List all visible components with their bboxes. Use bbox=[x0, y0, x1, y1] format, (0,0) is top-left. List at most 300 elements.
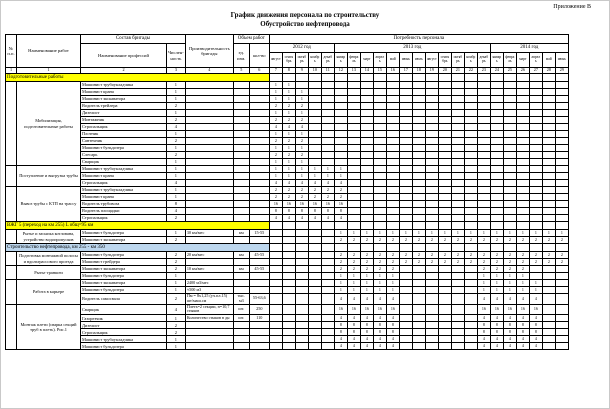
qty-cell bbox=[249, 237, 269, 244]
month-cell-18 bbox=[412, 138, 425, 145]
month-cell-18 bbox=[412, 180, 425, 187]
col-number-m20: 20 bbox=[438, 68, 451, 74]
productivity-cell bbox=[185, 110, 233, 117]
month-cell-29: 1 bbox=[555, 230, 568, 237]
month-cell-15 bbox=[373, 166, 386, 173]
month-cell-21 bbox=[451, 180, 464, 187]
month-cell-23: 1 bbox=[477, 287, 490, 294]
month-cell-28 bbox=[542, 180, 555, 187]
header-month-6: февраль bbox=[347, 53, 360, 68]
month-cell-24: 4 bbox=[490, 315, 503, 322]
month-cell-11 bbox=[321, 89, 334, 96]
month-cell-14: 2 bbox=[360, 237, 373, 244]
month-cell-15: 2 bbox=[373, 252, 386, 259]
month-cell-7 bbox=[269, 222, 282, 230]
col-number-m10: 10 bbox=[308, 68, 321, 74]
header-volume-group: Объем работ bbox=[233, 35, 269, 44]
productivity-cell: 10 км/мес bbox=[185, 266, 233, 273]
month-cell-28 bbox=[542, 294, 555, 305]
month-cell-25 bbox=[503, 110, 516, 117]
month-cell-25 bbox=[503, 96, 516, 103]
month-cell-13 bbox=[347, 201, 360, 208]
month-cell-16 bbox=[386, 117, 399, 124]
personnel-schedule-table bbox=[5, 34, 569, 350]
month-cell-18: 2 bbox=[412, 237, 425, 244]
unit-cell bbox=[233, 180, 249, 187]
month-cell-28 bbox=[542, 322, 555, 329]
month-cell-17 bbox=[399, 329, 412, 336]
month-cell-20 bbox=[438, 194, 451, 201]
month-cell-27: 4 bbox=[529, 315, 542, 322]
month-cell-20 bbox=[438, 166, 451, 173]
count-cell: 1 bbox=[167, 287, 186, 294]
month-cell-25: 16 bbox=[503, 304, 516, 315]
month-cell-17 bbox=[399, 152, 412, 159]
month-cell-21 bbox=[451, 124, 464, 131]
month-cell-21: 2 bbox=[451, 237, 464, 244]
month-cell-24 bbox=[490, 110, 503, 117]
month-cell-13: 1 bbox=[347, 280, 360, 287]
unit-cell bbox=[233, 117, 249, 124]
row-number-cell bbox=[6, 230, 17, 244]
month-cell-12: 8 bbox=[334, 322, 347, 329]
profession-cell: Машинист экскаватора bbox=[81, 237, 167, 244]
month-cell-19 bbox=[425, 96, 438, 103]
month-cell-14 bbox=[360, 166, 373, 173]
month-cell-29 bbox=[555, 117, 568, 124]
month-cell-16 bbox=[386, 222, 399, 230]
profession-cell: Стропальщик bbox=[81, 329, 167, 336]
month-cell-28 bbox=[542, 266, 555, 273]
month-cell-29 bbox=[555, 322, 568, 329]
month-cell-16 bbox=[386, 166, 399, 173]
month-cell-25 bbox=[503, 244, 516, 252]
month-cell-16 bbox=[386, 110, 399, 117]
month-cell-29 bbox=[555, 89, 568, 96]
month-cell-19 bbox=[425, 180, 438, 187]
count-cell: 4 bbox=[167, 208, 186, 215]
month-cell-21 bbox=[451, 294, 464, 305]
month-cell-20 bbox=[438, 208, 451, 215]
row-number-cell bbox=[6, 266, 17, 280]
month-cell-15: 1 bbox=[373, 230, 386, 237]
month-cell-16: 2 bbox=[386, 237, 399, 244]
profession-cell: Сварщик bbox=[81, 159, 167, 166]
month-cell-20 bbox=[438, 110, 451, 117]
month-cell-29: 2 bbox=[555, 259, 568, 266]
month-cell-10 bbox=[308, 252, 321, 259]
month-cell-24 bbox=[490, 187, 503, 194]
month-cell-18 bbox=[412, 273, 425, 280]
month-cell-11 bbox=[321, 252, 334, 259]
month-cell-15 bbox=[373, 82, 386, 89]
count-cell: 2 bbox=[167, 294, 186, 305]
month-cell-22 bbox=[464, 322, 477, 329]
qty-cell bbox=[249, 131, 269, 138]
month-cell-21 bbox=[451, 215, 464, 222]
month-cell-23 bbox=[477, 194, 490, 201]
month-cell-28 bbox=[542, 343, 555, 350]
productivity-cell: 20 км/мес bbox=[185, 252, 233, 259]
month-cell-10 bbox=[308, 145, 321, 152]
header-profession: Наименование профессий bbox=[81, 44, 167, 68]
month-cell-19 bbox=[425, 82, 438, 89]
month-cell-7 bbox=[269, 294, 282, 305]
unit-cell bbox=[233, 343, 249, 350]
month-cell-29 bbox=[555, 194, 568, 201]
header-num: № п.п. bbox=[6, 35, 17, 68]
month-cell-23: 8 bbox=[477, 329, 490, 336]
month-cell-26 bbox=[516, 103, 529, 110]
month-cell-18 bbox=[412, 131, 425, 138]
unit-cell bbox=[233, 82, 249, 89]
header-month-12: август bbox=[425, 53, 438, 68]
month-cell-17 bbox=[399, 222, 412, 230]
month-cell-8: 1 bbox=[282, 159, 295, 166]
profession-cell: Машинист бульдозера bbox=[81, 273, 167, 280]
month-cell-19 bbox=[425, 215, 438, 222]
productivity-cell bbox=[185, 237, 233, 244]
month-cell-28 bbox=[542, 187, 555, 194]
month-cell-14: 1 bbox=[360, 230, 373, 237]
month-cell-24 bbox=[490, 194, 503, 201]
month-cell-24 bbox=[490, 159, 503, 166]
col-number-2: 2 bbox=[81, 68, 167, 74]
month-cell-12: 1 bbox=[334, 287, 347, 294]
month-cell-12 bbox=[334, 110, 347, 117]
month-cell-13: 1 bbox=[347, 273, 360, 280]
month-cell-16: 1 bbox=[386, 280, 399, 287]
month-cell-23 bbox=[477, 187, 490, 194]
month-cell-11 bbox=[321, 259, 334, 266]
profession-cell: Водитель площадки bbox=[81, 208, 167, 215]
month-cell-27 bbox=[529, 201, 542, 208]
month-cell-20 bbox=[438, 287, 451, 294]
month-cell-11 bbox=[321, 159, 334, 166]
productivity-cell bbox=[185, 138, 233, 145]
month-cell-7: 1 bbox=[269, 159, 282, 166]
count-cell: 1 bbox=[167, 343, 186, 350]
month-cell-9: 16 bbox=[295, 201, 308, 208]
month-cell-7 bbox=[269, 252, 282, 259]
month-cell-16 bbox=[386, 187, 399, 194]
work-name-cell: Монтаж плети (сварка секций труб в плеть). Рис.1 bbox=[17, 304, 81, 350]
header-year-0: 2012 год bbox=[269, 44, 334, 53]
month-cell-12 bbox=[334, 138, 347, 145]
qty-cell bbox=[249, 159, 269, 166]
month-cell-20 bbox=[438, 131, 451, 138]
month-cell-29 bbox=[555, 343, 568, 350]
month-cell-26: 1 bbox=[516, 273, 529, 280]
month-cell-14 bbox=[360, 222, 373, 230]
month-cell-7: 2 bbox=[269, 152, 282, 159]
month-cell-20: 2 bbox=[438, 252, 451, 259]
month-cell-28 bbox=[542, 201, 555, 208]
month-cell-25: 1 bbox=[503, 280, 516, 287]
month-cell-11 bbox=[321, 152, 334, 159]
col-number-1: 1 bbox=[17, 68, 81, 74]
productivity-cell bbox=[185, 329, 233, 336]
month-cell-21 bbox=[451, 145, 464, 152]
month-cell-26 bbox=[516, 96, 529, 103]
month-cell-27 bbox=[529, 173, 542, 180]
month-cell-29 bbox=[555, 82, 568, 89]
month-cell-29 bbox=[555, 329, 568, 336]
month-cell-14: 1 bbox=[360, 287, 373, 294]
month-cell-22 bbox=[464, 82, 477, 89]
month-cell-22: 2 bbox=[464, 237, 477, 244]
month-cell-14 bbox=[360, 215, 373, 222]
month-cell-15: 1 bbox=[373, 280, 386, 287]
month-cell-17 bbox=[399, 103, 412, 110]
section-row-label: Строительство нефтепровода, км 255 - км 350 bbox=[6, 244, 270, 252]
month-cell-11 bbox=[321, 336, 334, 343]
month-cell-24: 8 bbox=[490, 329, 503, 336]
col-number-m27: 27 bbox=[529, 68, 542, 74]
month-cell-14 bbox=[360, 89, 373, 96]
month-cell-14: 2 bbox=[360, 259, 373, 266]
month-cell-7: 1 bbox=[269, 145, 282, 152]
productivity-cell bbox=[185, 259, 233, 266]
qty-cell bbox=[249, 194, 269, 201]
appendix-label: Приложение В bbox=[553, 4, 591, 10]
month-cell-25 bbox=[503, 117, 516, 124]
month-cell-18 bbox=[412, 266, 425, 273]
month-cell-22 bbox=[464, 180, 477, 187]
qty-cell bbox=[249, 287, 269, 294]
month-cell-29 bbox=[555, 215, 568, 222]
month-cell-23 bbox=[477, 110, 490, 117]
month-cell-9 bbox=[295, 304, 308, 315]
month-cell-7: 1 bbox=[269, 110, 282, 117]
month-cell-14 bbox=[360, 244, 373, 252]
month-cell-13 bbox=[347, 173, 360, 180]
month-cell-15: 1 bbox=[373, 273, 386, 280]
productivity-cell bbox=[185, 273, 233, 280]
month-cell-20 bbox=[438, 180, 451, 187]
qty-cell: 45-55 bbox=[249, 266, 269, 273]
month-cell-13 bbox=[347, 117, 360, 124]
month-cell-27 bbox=[529, 222, 542, 230]
month-cell-14 bbox=[360, 208, 373, 215]
month-cell-10 bbox=[308, 273, 321, 280]
month-cell-9: 1 bbox=[295, 96, 308, 103]
month-cell-21 bbox=[451, 273, 464, 280]
count-cell: 1 bbox=[167, 145, 186, 152]
month-cell-18 bbox=[412, 110, 425, 117]
month-cell-10 bbox=[308, 343, 321, 350]
month-cell-9 bbox=[295, 336, 308, 343]
month-cell-9: 2 bbox=[295, 103, 308, 110]
month-cell-26: 4 bbox=[516, 343, 529, 350]
month-cell-24 bbox=[490, 152, 503, 159]
qty-cell bbox=[249, 322, 269, 329]
col-number-m22: 22 bbox=[464, 68, 477, 74]
month-cell-28 bbox=[542, 244, 555, 252]
month-cell-10 bbox=[308, 131, 321, 138]
month-cell-9 bbox=[295, 230, 308, 237]
qty-cell bbox=[249, 124, 269, 131]
productivity-cell: Плеть=2 секции, n=10,7 стыков bbox=[185, 304, 233, 315]
month-cell-9 bbox=[295, 237, 308, 244]
month-cell-19 bbox=[425, 173, 438, 180]
month-cell-22 bbox=[464, 201, 477, 208]
month-cell-28 bbox=[542, 82, 555, 89]
month-cell-13 bbox=[347, 138, 360, 145]
month-cell-29 bbox=[555, 110, 568, 117]
unit-cell bbox=[233, 201, 249, 208]
month-cell-26 bbox=[516, 89, 529, 96]
productivity-cell bbox=[185, 215, 233, 222]
month-cell-27 bbox=[529, 244, 542, 252]
month-cell-26 bbox=[516, 138, 529, 145]
month-cell-13 bbox=[347, 131, 360, 138]
month-cell-22 bbox=[464, 343, 477, 350]
month-cell-22 bbox=[464, 304, 477, 315]
month-cell-27: 8 bbox=[529, 329, 542, 336]
month-cell-17 bbox=[399, 280, 412, 287]
month-cell-8: 1 bbox=[282, 145, 295, 152]
month-cell-23 bbox=[477, 82, 490, 89]
month-cell-15: 2 bbox=[373, 237, 386, 244]
month-cell-10 bbox=[308, 280, 321, 287]
row-number-cell bbox=[6, 252, 17, 266]
month-cell-19: 2 bbox=[425, 252, 438, 259]
count-cell: 1 bbox=[167, 315, 186, 322]
month-cell-24: 2 bbox=[490, 252, 503, 259]
col-number-0: 1 bbox=[6, 68, 17, 74]
month-cell-17 bbox=[399, 194, 412, 201]
unit-cell: км bbox=[233, 266, 249, 273]
month-cell-28 bbox=[542, 222, 555, 230]
month-cell-21 bbox=[451, 74, 464, 82]
month-cell-25 bbox=[503, 89, 516, 96]
month-cell-16 bbox=[386, 82, 399, 89]
month-cell-12: 2 bbox=[334, 187, 347, 194]
month-cell-16: 4 bbox=[386, 294, 399, 305]
month-cell-14 bbox=[360, 194, 373, 201]
month-cell-27 bbox=[529, 159, 542, 166]
count-cell: 1 bbox=[167, 230, 186, 237]
month-cell-18 bbox=[412, 329, 425, 336]
month-cell-26 bbox=[516, 131, 529, 138]
month-cell-24 bbox=[490, 124, 503, 131]
month-cell-27 bbox=[529, 215, 542, 222]
month-cell-28 bbox=[542, 194, 555, 201]
month-cell-27: 1 bbox=[529, 287, 542, 294]
month-cell-16: 1 bbox=[386, 230, 399, 237]
month-cell-20 bbox=[438, 322, 451, 329]
month-cell-27 bbox=[529, 145, 542, 152]
header-month-17: январь bbox=[490, 53, 503, 68]
month-cell-15 bbox=[373, 173, 386, 180]
month-cell-20 bbox=[438, 244, 451, 252]
month-cell-27 bbox=[529, 124, 542, 131]
month-cell-29 bbox=[555, 166, 568, 173]
month-cell-9: 1 bbox=[295, 166, 308, 173]
month-cell-7 bbox=[269, 336, 282, 343]
month-cell-12 bbox=[334, 124, 347, 131]
month-cell-18 bbox=[412, 322, 425, 329]
month-cell-19 bbox=[425, 287, 438, 294]
month-cell-15 bbox=[373, 159, 386, 166]
productivity-cell bbox=[185, 194, 233, 201]
month-cell-24 bbox=[490, 215, 503, 222]
month-cell-19 bbox=[425, 201, 438, 208]
month-cell-21 bbox=[451, 244, 464, 252]
month-cell-11 bbox=[321, 329, 334, 336]
header-month-0: август bbox=[269, 53, 282, 68]
month-cell-24: 8 bbox=[490, 322, 503, 329]
month-cell-11 bbox=[321, 273, 334, 280]
month-cell-13 bbox=[347, 215, 360, 222]
productivity-cell bbox=[185, 159, 233, 166]
count-cell: 1 bbox=[167, 96, 186, 103]
month-cell-27 bbox=[529, 187, 542, 194]
month-cell-12 bbox=[334, 103, 347, 110]
month-cell-13: 2 bbox=[347, 252, 360, 259]
month-cell-16: 8 bbox=[386, 322, 399, 329]
month-cell-7: 1 bbox=[269, 82, 282, 89]
month-cell-29 bbox=[555, 180, 568, 187]
row-number-cell bbox=[6, 280, 17, 305]
month-cell-12: 4 bbox=[334, 180, 347, 187]
month-cell-22 bbox=[464, 131, 477, 138]
month-cell-11 bbox=[321, 124, 334, 131]
month-cell-9: 2 bbox=[295, 117, 308, 124]
month-cell-19 bbox=[425, 315, 438, 322]
month-cell-12 bbox=[334, 96, 347, 103]
month-cell-25 bbox=[503, 215, 516, 222]
month-cell-22 bbox=[464, 138, 477, 145]
month-cell-14: 8 bbox=[360, 322, 373, 329]
profession-cell: Машинист трубоукладчика bbox=[81, 336, 167, 343]
header-month-14: октябрь bbox=[451, 53, 464, 68]
month-cell-17 bbox=[399, 82, 412, 89]
month-cell-17 bbox=[399, 173, 412, 180]
productivity-cell bbox=[185, 117, 233, 124]
unit-cell bbox=[233, 259, 249, 266]
month-cell-26 bbox=[516, 173, 529, 180]
month-cell-21 bbox=[451, 266, 464, 273]
unit-cell bbox=[233, 110, 249, 117]
month-cell-13: 16 bbox=[347, 304, 360, 315]
month-cell-23: 16 bbox=[477, 304, 490, 315]
col-number-m14: 14 bbox=[360, 68, 373, 74]
count-cell: 2 bbox=[167, 266, 186, 273]
count-cell: 2 bbox=[167, 322, 186, 329]
row-number-cell bbox=[6, 166, 17, 187]
month-cell-22 bbox=[464, 166, 477, 173]
row-number-cell bbox=[6, 187, 17, 222]
month-cell-29 bbox=[555, 96, 568, 103]
month-cell-7 bbox=[269, 304, 282, 315]
month-cell-22 bbox=[464, 117, 477, 124]
month-cell-21 bbox=[451, 304, 464, 315]
qty-cell bbox=[249, 117, 269, 124]
month-cell-23 bbox=[477, 222, 490, 230]
qty-cell bbox=[249, 329, 269, 336]
month-cell-18 bbox=[412, 294, 425, 305]
month-cell-16: 8 bbox=[386, 329, 399, 336]
unit-cell bbox=[233, 215, 249, 222]
month-cell-17 bbox=[399, 96, 412, 103]
month-cell-23 bbox=[477, 173, 490, 180]
count-cell: 1 bbox=[167, 273, 186, 280]
month-cell-14: 1 bbox=[360, 273, 373, 280]
month-cell-17 bbox=[399, 131, 412, 138]
month-cell-17: 2 bbox=[399, 259, 412, 266]
